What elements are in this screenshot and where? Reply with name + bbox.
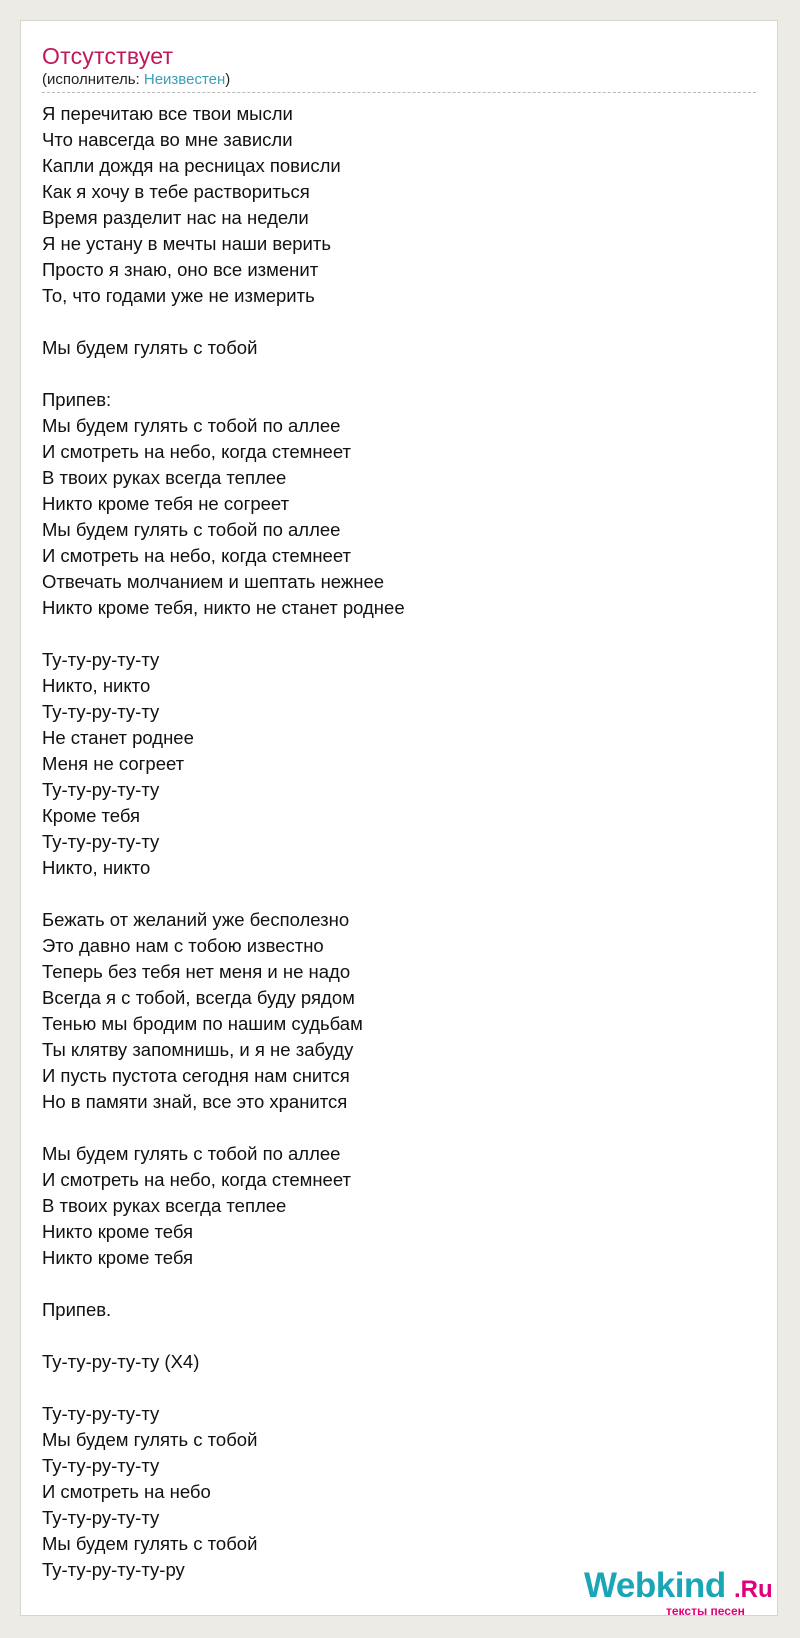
lyrics-line: Ту-ту-ру-ту-ту (42, 831, 160, 852)
artist-link[interactable]: Неизвестен (143, 71, 226, 88)
lyrics-blank-line (42, 361, 405, 387)
lyrics-line: Я перечитаю все твои мысли (42, 103, 293, 124)
lyrics-line: Теперь без тебя нет меня и не надо (42, 961, 351, 982)
lyrics-line: И смотреть на небо, когда стемнеет (42, 545, 351, 566)
lyrics-line: И пусть пустота сегодня нам снится (42, 1065, 350, 1086)
lyrics-blank-line (42, 1271, 405, 1297)
artist-suffix: ) (225, 71, 231, 88)
lyrics-line: Ту-ту-ру-ту-ту (Х4) (42, 1351, 200, 1372)
lyrics-line: Но в памяти знай, все это хранится (42, 1091, 348, 1112)
lyrics-line: Ту-ту-ру-ту-ту-ру (42, 1559, 185, 1580)
lyrics-line: Ту-ту-ру-ту-ту (42, 779, 160, 800)
lyrics-line: Никто, никто (42, 857, 151, 878)
lyrics-line: То, что годами уже не измерить (42, 285, 315, 306)
lyrics-line: Никто кроме тебя, никто не станет роднее (42, 597, 405, 618)
lyrics-line: Меня не согреет (42, 753, 185, 774)
song-title: Отсутствует (42, 43, 174, 69)
lyrics-line: Это давно нам с тобою известно (42, 935, 324, 956)
lyrics-line: Мы будем гулять с тобой (42, 1533, 258, 1554)
lyrics-line: Ту-ту-ру-ту-ту (42, 649, 160, 670)
lyrics-blank-line (42, 621, 405, 647)
lyrics-line: Я не устану в мечты наши верить (42, 233, 331, 254)
lyrics-line: Ту-ту-ру-ту-ту (42, 1455, 160, 1476)
lyrics-line: Мы будем гулять с тобой по аллее (42, 415, 341, 436)
lyrics-line: Кроме тебя (42, 805, 141, 826)
lyrics-line: Бежать от желаний уже бесполезно (42, 909, 350, 930)
lyrics-line: Ту-ту-ру-ту-ту (42, 1403, 160, 1424)
lyrics-line: Припев. (42, 1299, 112, 1320)
lyrics-line: Никто кроме тебя (42, 1221, 194, 1242)
lyrics-line: Мы будем гулять с тобой по аллее (42, 1143, 341, 1164)
lyrics-text (42, 101, 405, 1583)
title-divider (42, 92, 756, 93)
logo-tagline: тексты песен (666, 1604, 745, 1618)
site-logo[interactable] (584, 1566, 794, 1616)
lyrics-line: Мы будем гулять с тобой по аллее (42, 519, 341, 540)
lyrics-line: И смотреть на небо (42, 1481, 211, 1502)
lyrics-line: Время разделит нас на недели (42, 207, 309, 228)
lyrics-line: Ты клятву запомнишь, и я не забуду (42, 1039, 354, 1060)
lyrics-blank-line (42, 1375, 405, 1401)
lyrics-line: Просто я знаю, оно все изменит (42, 259, 319, 280)
lyrics-line: Никто кроме тебя не согреет (42, 493, 290, 514)
lyrics-line: Капли дождя на ресницах повисли (42, 155, 341, 176)
lyrics-card (20, 20, 778, 1616)
lyrics-line: Мы будем гулять с тобой (42, 1429, 258, 1450)
lyrics-line: Никто, никто (42, 675, 151, 696)
lyrics-line: Никто кроме тебя (42, 1247, 194, 1268)
logo-main-text: Webkind (584, 1566, 726, 1605)
lyrics-line: Не станет роднее (42, 727, 194, 748)
lyrics-line: Отвечать молчанием и шептать нежнее (42, 571, 385, 592)
lyrics-line: И смотреть на небо, когда стемнеет (42, 441, 351, 462)
lyrics-blank-line (42, 1323, 405, 1349)
lyrics-line: Мы будем гулять с тобой (42, 337, 258, 358)
lyrics-blank-line (42, 309, 405, 335)
lyrics-line: В твоих руках всегда теплее (42, 1195, 287, 1216)
lyrics-line: Ту-ту-ру-ту-ту (42, 701, 160, 722)
lyrics-line: Ту-ту-ру-ту-ту (42, 1507, 160, 1528)
lyrics-line: В твоих руках всегда теплее (42, 467, 287, 488)
artist-line (42, 71, 230, 88)
lyrics-line: Тенью мы бродим по нашим судьбам (42, 1013, 363, 1034)
artist-prefix: (исполнитель: (42, 71, 144, 88)
lyrics-line: Как я хочу в тебе раствориться (42, 181, 310, 202)
lyrics-blank-line (42, 1115, 405, 1141)
lyrics-line: Всегда я с тобой, всегда буду рядом (42, 987, 355, 1008)
lyrics-blank-line (42, 881, 405, 907)
lyrics-line: Что навсегда во мне зависли (42, 129, 293, 150)
lyrics-line: И смотреть на небо, когда стемнеет (42, 1169, 351, 1190)
lyrics-line: Припев: (42, 389, 112, 410)
logo-suffix: .Ru (734, 1576, 773, 1603)
